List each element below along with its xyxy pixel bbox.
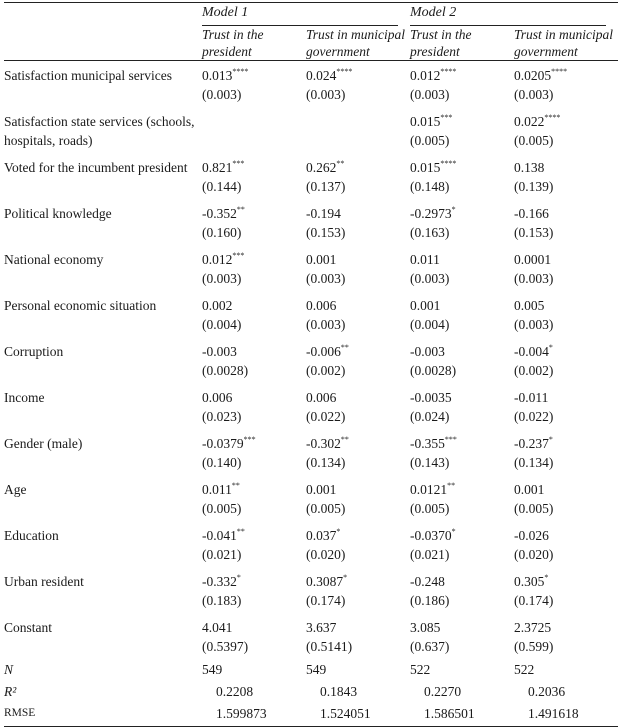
significance-stars: * (451, 527, 456, 536)
coefficient (306, 342, 410, 361)
model-1-header (202, 3, 410, 27)
statistic-value: 522 (410, 662, 431, 677)
coefficient-value: 0.005 (514, 298, 545, 313)
estimate-cell (514, 521, 618, 567)
significance-stars: ** (236, 205, 245, 214)
estimate-cell (202, 475, 306, 521)
column-header: Trust in municipal government (306, 26, 410, 61)
coefficient-value: -0.2973 (410, 206, 452, 221)
coefficient (202, 572, 306, 591)
standard-error: (0.5141) (306, 639, 353, 654)
coefficient (514, 66, 618, 85)
table-row (4, 613, 618, 659)
coefficient (202, 526, 306, 545)
significance-stars: * (343, 573, 348, 582)
coefficient-value: 0.011 (202, 482, 232, 497)
standard-error: (0.003) (410, 271, 450, 286)
variable-label: Education (4, 528, 59, 543)
statistic-value: 0.2036 (528, 684, 566, 699)
estimate-cell (514, 567, 618, 613)
estimate-cell (514, 383, 618, 429)
coefficient (306, 158, 410, 177)
coefficient-value: 0.821 (202, 160, 233, 175)
statistic-label: N (4, 662, 14, 677)
coefficient (202, 204, 306, 223)
estimate-cell (306, 521, 410, 567)
variable-label: Political knowledge (4, 206, 112, 221)
coefficient (514, 342, 618, 361)
estimate-cell (514, 245, 618, 291)
standard-error: (0.005) (514, 501, 554, 516)
significance-stars: **** (336, 67, 353, 76)
estimate-cell (202, 199, 306, 245)
standard-error: (0.0028) (202, 363, 249, 378)
standard-error: (0.005) (410, 133, 450, 148)
coefficient (514, 434, 618, 453)
estimate-cell (306, 475, 410, 521)
header-corner (4, 3, 202, 27)
variable-label: National economy (4, 252, 104, 267)
coefficient-value: 0.006 (306, 298, 337, 313)
standard-error: (0.5397) (202, 639, 249, 654)
significance-stars: ** (447, 481, 456, 490)
coefficient-value: -0.011 (514, 390, 549, 405)
standard-error: (0.002) (514, 363, 554, 378)
estimate-cell (306, 567, 410, 613)
statistic-value: 549 (306, 662, 327, 677)
variable-label: Age (4, 482, 27, 497)
standard-error: (0.005) (306, 501, 346, 516)
significance-stars: ** (340, 435, 349, 444)
standard-error: (0.003) (202, 87, 242, 102)
significance-stars: ** (340, 343, 349, 352)
estimate-cell (202, 429, 306, 475)
table-row (4, 521, 618, 567)
standard-error: (0.004) (202, 317, 242, 332)
estimate-cell (410, 383, 514, 429)
significance-stars: **** (544, 113, 561, 122)
statistic-value: 0.2270 (424, 684, 462, 699)
standard-error: (0.599) (514, 639, 554, 654)
variable-label: Constant (4, 620, 53, 635)
statistic-value: 1.524051 (306, 703, 410, 727)
coefficient (410, 342, 514, 361)
coefficient (410, 158, 514, 177)
variable-label: Corruption (4, 344, 64, 359)
estimate-cell (410, 61, 514, 108)
estimate-cell (202, 245, 306, 291)
coefficient (410, 434, 514, 453)
table-row (4, 61, 618, 108)
significance-stars: **** (551, 67, 568, 76)
estimate-cell (306, 383, 410, 429)
coefficient (410, 480, 514, 499)
standard-error: (0.186) (410, 593, 450, 608)
significance-stars: *** (243, 435, 256, 444)
estimate-cell (410, 199, 514, 245)
coefficient (202, 388, 306, 407)
standard-error: (0.143) (410, 455, 450, 470)
coefficient-value: 2.3725 (514, 620, 552, 635)
coefficient-value: 0.012 (202, 252, 233, 267)
coefficient (514, 112, 618, 131)
coefficient (410, 526, 514, 545)
table-row (4, 153, 618, 199)
statistic-value: 549 (202, 662, 223, 677)
coefficient-value: -0.302 (306, 436, 341, 451)
significance-stars: **** (440, 159, 457, 168)
standard-error: (0.021) (202, 547, 242, 562)
coefficient-value: 0.006 (306, 390, 337, 405)
table-row (4, 291, 618, 337)
significance-stars: **** (440, 67, 457, 76)
coefficient (306, 204, 410, 223)
coefficient (202, 250, 306, 269)
coefficient (514, 388, 618, 407)
table-row (4, 567, 618, 613)
coefficient (410, 250, 514, 269)
estimate-cell (306, 61, 410, 108)
coefficient-value: 3.637 (306, 620, 337, 635)
standard-error: (0.003) (306, 87, 346, 102)
estimate-cell (202, 107, 306, 153)
variable-label: Gender (male) (4, 436, 83, 451)
statistic-row (4, 681, 618, 703)
variable-label: Income (4, 390, 45, 405)
statistic-row (4, 703, 618, 727)
estimate-cell (306, 429, 410, 475)
standard-error: (0.021) (410, 547, 450, 562)
significance-stars: * (336, 527, 341, 536)
standard-error: (0.004) (410, 317, 450, 332)
estimate-cell (514, 337, 618, 383)
table-row (4, 429, 618, 475)
coefficient-value: -0.004 (514, 344, 549, 359)
regression-table (4, 2, 618, 727)
standard-error: (0.003) (306, 271, 346, 286)
coefficient-value: -0.0379 (202, 436, 244, 451)
coefficient (410, 618, 514, 637)
coefficient-value: 0.006 (202, 390, 233, 405)
coefficient-value: -0.003 (202, 344, 237, 359)
coefficient-value: 0.3087 (306, 574, 344, 589)
model-2-header (410, 3, 618, 27)
coefficient-value: 0.015 (410, 160, 441, 175)
standard-error: (0.144) (202, 179, 242, 194)
coefficient-value: 0.012 (410, 68, 441, 83)
estimate-cell (410, 153, 514, 199)
estimate-cell (306, 245, 410, 291)
coefficient-value: -0.194 (306, 206, 341, 221)
standard-error: (0.637) (410, 639, 450, 654)
significance-stars: *** (440, 113, 453, 122)
coefficient (410, 388, 514, 407)
statistic-value: 1.599873 (202, 703, 306, 727)
table-row (4, 475, 618, 521)
estimate-cell (514, 153, 618, 199)
coefficient (202, 342, 306, 361)
coefficient-value: 0.022 (514, 114, 545, 129)
statistic-value: 522 (514, 662, 535, 677)
standard-error: (0.174) (306, 593, 346, 608)
coefficient-value: 0.037 (306, 528, 337, 543)
standard-error: (0.140) (202, 455, 242, 470)
standard-error: (0.005) (514, 133, 554, 148)
coefficient (514, 526, 618, 545)
coefficient (410, 66, 514, 85)
estimate-cell (306, 613, 410, 659)
standard-error: (0.134) (514, 455, 554, 470)
coefficient-value: 0.138 (514, 160, 545, 175)
standard-error: (0.003) (202, 271, 242, 286)
coefficient-value: -0.0035 (410, 390, 452, 405)
coefficient (410, 296, 514, 315)
statistic-label: R² (4, 684, 17, 699)
significance-stars: ** (236, 527, 245, 536)
significance-stars: * (451, 205, 456, 214)
estimate-cell (514, 199, 618, 245)
coefficient (514, 250, 618, 269)
standard-error: (0.139) (514, 179, 554, 194)
coefficient-value: -0.026 (514, 528, 549, 543)
coefficient (306, 618, 410, 637)
variable-label: Satisfaction municipal services (4, 68, 172, 83)
standard-error: (0.005) (202, 501, 242, 516)
estimate-cell (410, 613, 514, 659)
model-2-label: Model 2 (410, 3, 606, 26)
standard-error: (0.174) (514, 593, 554, 608)
coefficient (202, 296, 306, 315)
coefficient-value: -0.248 (410, 574, 445, 589)
estimate-cell (306, 199, 410, 245)
coefficient (306, 480, 410, 499)
statistic-value: 1.586501 (410, 703, 514, 727)
standard-error: (0.003) (514, 317, 554, 332)
coefficient-value: 0.001 (514, 482, 545, 497)
coefficient-value: -0.237 (514, 436, 549, 451)
estimate-cell (410, 567, 514, 613)
estimate-cell (202, 613, 306, 659)
estimate-cell (202, 153, 306, 199)
significance-stars: * (548, 343, 553, 352)
coefficient-value: -0.355 (410, 436, 445, 451)
statistic-value: 1.491618 (514, 703, 618, 727)
standard-error: (0.134) (306, 455, 346, 470)
coefficient-value: -0.003 (410, 344, 445, 359)
standard-error: (0.024) (410, 409, 450, 424)
coefficient (202, 66, 306, 85)
coefficient (410, 204, 514, 223)
coefficient-value: -0.352 (202, 206, 237, 221)
significance-stars: *** (232, 251, 245, 260)
coefficient-value: -0.0370 (410, 528, 452, 543)
column-header-row (4, 26, 618, 61)
standard-error: (0.003) (514, 87, 554, 102)
estimate-cell (306, 337, 410, 383)
estimate-cell (514, 429, 618, 475)
standard-error: (0.160) (202, 225, 242, 240)
table-row (4, 245, 618, 291)
estimate-cell (514, 475, 618, 521)
estimate-cell (306, 107, 410, 153)
table-body (4, 61, 618, 727)
estimate-cell (410, 521, 514, 567)
standard-error: (0.0028) (410, 363, 457, 378)
significance-stars: ** (231, 481, 240, 490)
standard-error: (0.153) (306, 225, 346, 240)
coefficient-value: 0.001 (306, 482, 337, 497)
estimate-cell (202, 383, 306, 429)
coefficient (410, 572, 514, 591)
table-row (4, 107, 618, 153)
variable-label: Personal economic situation (4, 298, 157, 313)
table-row (4, 199, 618, 245)
estimate-cell (202, 291, 306, 337)
significance-stars: * (548, 435, 553, 444)
column-header: Trust in the president (410, 26, 514, 61)
coefficient-value: 0.305 (514, 574, 545, 589)
coefficient (306, 434, 410, 453)
coefficient (514, 480, 618, 499)
coefficient (306, 526, 410, 545)
estimate-cell (410, 107, 514, 153)
coefficient (306, 388, 410, 407)
estimate-cell (202, 521, 306, 567)
coefficient (514, 296, 618, 315)
coefficient (306, 66, 410, 85)
standard-error: (0.022) (514, 409, 554, 424)
variable-label: Voted for the incumbent president (4, 160, 188, 175)
table-row (4, 383, 618, 429)
table-row (4, 337, 618, 383)
coefficient (202, 618, 306, 637)
standard-error: (0.022) (306, 409, 346, 424)
coefficient (202, 158, 306, 177)
estimate-cell (306, 153, 410, 199)
coefficient (306, 250, 410, 269)
significance-stars: **** (232, 67, 249, 76)
standard-error: (0.023) (202, 409, 242, 424)
significance-stars: * (236, 573, 241, 582)
estimate-cell (410, 337, 514, 383)
coefficient-value: -0.041 (202, 528, 237, 543)
statistic-row (4, 659, 618, 681)
estimate-cell (410, 291, 514, 337)
statistic-value: 0.1843 (320, 684, 358, 699)
model-header-row (4, 3, 618, 27)
coefficient-value: 3.085 (410, 620, 441, 635)
coefficient (514, 618, 618, 637)
standard-error: (0.003) (306, 317, 346, 332)
statistic-value: 0.2208 (216, 684, 254, 699)
variable-label: Satisfaction state services (schools, hospitals, roads) (4, 114, 195, 148)
standard-error: (0.002) (306, 363, 346, 378)
coefficient (410, 112, 514, 131)
significance-stars: * (544, 573, 549, 582)
standard-error: (0.148) (410, 179, 450, 194)
standard-error: (0.183) (202, 593, 242, 608)
statistic-label: RMSE (4, 703, 202, 727)
estimate-cell (202, 337, 306, 383)
estimate-cell (514, 291, 618, 337)
coefficient-value: -0.006 (306, 344, 341, 359)
coefficient-value: 0.011 (410, 252, 440, 267)
standard-error: (0.163) (410, 225, 450, 240)
standard-error: (0.020) (306, 547, 346, 562)
estimate-cell (514, 61, 618, 108)
coefficient-value: 0.002 (202, 298, 233, 313)
coefficient-value: 4.041 (202, 620, 233, 635)
coefficient (306, 296, 410, 315)
coefficient (514, 204, 618, 223)
column-header: Trust in municipal government (514, 26, 618, 61)
variable-label: Urban resident (4, 574, 84, 589)
coefficient (202, 434, 306, 453)
coefficient-value: -0.166 (514, 206, 549, 221)
estimate-cell (410, 475, 514, 521)
coefficient-value: 0.024 (306, 68, 337, 83)
significance-stars: *** (232, 159, 245, 168)
estimate-cell (202, 61, 306, 108)
standard-error: (0.020) (514, 547, 554, 562)
coefficient-value: 0.015 (410, 114, 441, 129)
coefficient (514, 572, 618, 591)
coefficient (514, 158, 618, 177)
estimate-cell (410, 429, 514, 475)
coefficient (202, 480, 306, 499)
estimate-cell (306, 291, 410, 337)
significance-stars: ** (336, 159, 345, 168)
column-header: Trust in the president (202, 26, 306, 61)
coefficient-value: 0.0121 (410, 482, 448, 497)
header-blank (4, 26, 202, 61)
coefficient-value: -0.332 (202, 574, 237, 589)
standard-error: (0.153) (514, 225, 554, 240)
standard-error: (0.005) (410, 501, 450, 516)
coefficient (306, 572, 410, 591)
estimate-cell (202, 567, 306, 613)
coefficient-value: 0.262 (306, 160, 337, 175)
standard-error: (0.003) (514, 271, 554, 286)
estimate-cell (514, 107, 618, 153)
standard-error: (0.003) (410, 87, 450, 102)
estimate-cell (410, 245, 514, 291)
coefficient-value: 0.001 (410, 298, 441, 313)
estimate-cell (514, 613, 618, 659)
coefficient-value: 0.0001 (514, 252, 552, 267)
model-1-label: Model 1 (202, 3, 398, 26)
significance-stars: *** (444, 435, 457, 444)
coefficient-value: 0.0205 (514, 68, 552, 83)
standard-error: (0.137) (306, 179, 346, 194)
coefficient-value: 0.001 (306, 252, 337, 267)
coefficient-value: 0.013 (202, 68, 233, 83)
